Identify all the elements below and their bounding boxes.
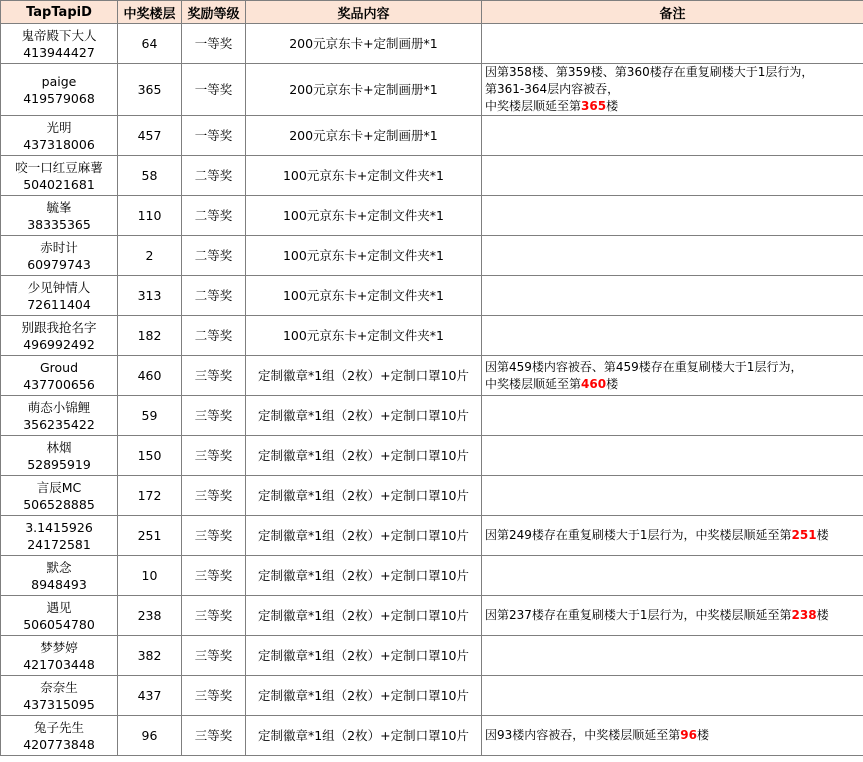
floor-cell: 172 bbox=[118, 476, 182, 516]
user-cell bbox=[1, 396, 118, 436]
floor-cell: 382 bbox=[118, 636, 182, 676]
note-cell bbox=[482, 476, 863, 516]
note-suffix: 楼 bbox=[606, 376, 619, 391]
user-cell bbox=[1, 356, 118, 396]
user-id: 420773848 bbox=[23, 736, 95, 752]
note-cell bbox=[482, 236, 863, 276]
user-id: 60979743 bbox=[27, 256, 91, 272]
user-name: 3.1415926 bbox=[25, 519, 93, 535]
table-row bbox=[1, 636, 863, 676]
table-row bbox=[1, 276, 863, 316]
user-cell bbox=[1, 716, 118, 756]
floor-cell: 238 bbox=[118, 596, 182, 636]
note-line bbox=[485, 727, 863, 744]
user-id: 24172581 bbox=[27, 536, 91, 552]
user-cell bbox=[1, 196, 118, 236]
table-row bbox=[1, 236, 863, 276]
level-cell: 三等奖 bbox=[182, 596, 246, 636]
floor-cell: 313 bbox=[118, 276, 182, 316]
user-id: 506528885 bbox=[23, 496, 95, 512]
prize-cell: 100元京东卡+定制文件夹*1 bbox=[246, 276, 482, 316]
prize-cell: 定制徽章*1组（2枚）+定制口罩10片 bbox=[246, 556, 482, 596]
note-highlight-floor: 365 bbox=[581, 99, 607, 113]
table-row bbox=[1, 156, 863, 196]
prize-cell: 定制徽章*1组（2枚）+定制口罩10片 bbox=[246, 676, 482, 716]
user-name: 兔子先生 bbox=[33, 719, 84, 735]
user-id: 38335365 bbox=[27, 216, 91, 232]
table-body bbox=[1, 24, 863, 756]
user-cell bbox=[1, 116, 118, 156]
floor-cell: 150 bbox=[118, 436, 182, 476]
user-name: 遇见 bbox=[46, 599, 72, 615]
user-cell bbox=[1, 24, 118, 64]
user-id: 413944427 bbox=[23, 44, 95, 60]
prize-cell: 定制徽章*1组（2枚）+定制口罩10片 bbox=[246, 436, 482, 476]
user-cell bbox=[1, 596, 118, 636]
user-id: 419579068 bbox=[23, 90, 95, 106]
user-id: 437315095 bbox=[23, 696, 95, 712]
floor-cell: 58 bbox=[118, 156, 182, 196]
user-name: 光明 bbox=[46, 119, 72, 135]
floor-cell: 365 bbox=[118, 64, 182, 116]
note-highlight-floor: 251 bbox=[791, 528, 817, 542]
user-name: 赤时计 bbox=[40, 239, 78, 255]
prize-cell: 定制徽章*1组（2枚）+定制口罩10片 bbox=[246, 476, 482, 516]
user-id: 421703448 bbox=[23, 656, 95, 672]
level-cell: 三等奖 bbox=[182, 716, 246, 756]
user-id: 437700656 bbox=[23, 376, 95, 392]
user-name: 默念 bbox=[46, 559, 72, 575]
prize-cell: 100元京东卡+定制文件夹*1 bbox=[246, 196, 482, 236]
user-name: Groud bbox=[39, 359, 79, 375]
floor-cell: 96 bbox=[118, 716, 182, 756]
level-cell: 三等奖 bbox=[182, 516, 246, 556]
header-row bbox=[1, 1, 863, 24]
user-name: 奈奈生 bbox=[40, 679, 78, 695]
note-cell bbox=[482, 396, 863, 436]
floor-cell: 460 bbox=[118, 356, 182, 396]
table-row bbox=[1, 24, 863, 64]
note-cell bbox=[482, 716, 863, 756]
note-cell bbox=[482, 316, 863, 356]
level-cell: 二等奖 bbox=[182, 276, 246, 316]
note-text: 因第459楼内容被吞、第459楼存在重复刷楼大于1层行为， bbox=[485, 359, 803, 374]
user-cell bbox=[1, 316, 118, 356]
note-highlight-floor: 96 bbox=[680, 728, 697, 742]
note-cell bbox=[482, 356, 863, 396]
note-cell bbox=[482, 116, 863, 156]
level-cell: 三等奖 bbox=[182, 476, 246, 516]
user-name: 林烟 bbox=[46, 439, 72, 455]
floor-cell: 10 bbox=[118, 556, 182, 596]
note-cell bbox=[482, 196, 863, 236]
table-header bbox=[1, 1, 863, 24]
header-taptap-id: TapTapiD bbox=[1, 1, 118, 24]
user-cell bbox=[1, 64, 118, 116]
level-cell: 二等奖 bbox=[182, 316, 246, 356]
note-suffix: 楼 bbox=[816, 528, 829, 542]
floor-cell: 457 bbox=[118, 116, 182, 156]
user-cell bbox=[1, 516, 118, 556]
note-line bbox=[485, 527, 863, 544]
user-cell bbox=[1, 276, 118, 316]
note-text: 中奖楼层顺延至第 bbox=[485, 99, 582, 113]
user-id: 52895919 bbox=[27, 456, 91, 472]
user-id: 8948493 bbox=[31, 576, 87, 592]
table-row bbox=[1, 436, 863, 476]
level-cell: 三等奖 bbox=[182, 356, 246, 396]
table-row bbox=[1, 196, 863, 236]
user-cell bbox=[1, 436, 118, 476]
note-line bbox=[485, 607, 863, 624]
note-line bbox=[485, 359, 863, 376]
level-cell: 一等奖 bbox=[182, 24, 246, 64]
user-name: 言辰MC bbox=[36, 479, 82, 495]
note-cell bbox=[482, 676, 863, 716]
note-cell bbox=[482, 596, 863, 636]
prize-cell: 定制徽章*1组（2枚）+定制口罩10片 bbox=[246, 716, 482, 756]
note-highlight-floor: 238 bbox=[791, 608, 817, 622]
user-cell bbox=[1, 476, 118, 516]
note-cell bbox=[482, 276, 863, 316]
note-text: 因第237楼存在重复刷楼大于1层行为，中奖楼层顺延至第 bbox=[485, 608, 792, 622]
level-cell: 三等奖 bbox=[182, 556, 246, 596]
table-row bbox=[1, 716, 863, 756]
prize-cell: 100元京东卡+定制文件夹*1 bbox=[246, 156, 482, 196]
note-line bbox=[485, 376, 863, 393]
note-cell bbox=[482, 436, 863, 476]
floor-cell: 437 bbox=[118, 676, 182, 716]
prize-cell: 100元京东卡+定制文件夹*1 bbox=[246, 316, 482, 356]
note-cell bbox=[482, 24, 863, 64]
note-cell bbox=[482, 636, 863, 676]
floor-cell: 64 bbox=[118, 24, 182, 64]
level-cell: 三等奖 bbox=[182, 676, 246, 716]
table-row bbox=[1, 596, 863, 636]
user-name: 萌态小锦鲤 bbox=[27, 399, 91, 415]
note-suffix: 楼 bbox=[816, 608, 829, 622]
user-cell bbox=[1, 236, 118, 276]
note-cell bbox=[482, 556, 863, 596]
floor-cell: 182 bbox=[118, 316, 182, 356]
note-highlight-floor: 460 bbox=[581, 376, 607, 391]
note-line bbox=[485, 81, 863, 98]
user-id: 504021681 bbox=[23, 176, 95, 192]
note-text: 因第358楼、第359楼、第360楼存在重复刷楼大于1层行为， bbox=[485, 65, 814, 79]
user-name: paige bbox=[41, 73, 77, 89]
user-cell bbox=[1, 636, 118, 676]
level-cell: 三等奖 bbox=[182, 636, 246, 676]
prize-cell: 定制徽章*1组（2枚）+定制口罩10片 bbox=[246, 636, 482, 676]
user-name: 鬼帝殿下大人 bbox=[21, 27, 97, 43]
table-row bbox=[1, 556, 863, 596]
level-cell: 三等奖 bbox=[182, 396, 246, 436]
user-id: 506054780 bbox=[23, 616, 95, 632]
prize-cell: 200元京东卡+定制画册*1 bbox=[246, 64, 482, 116]
table-row bbox=[1, 516, 863, 556]
level-cell: 二等奖 bbox=[182, 196, 246, 236]
note-line bbox=[485, 98, 863, 115]
level-cell: 一等奖 bbox=[182, 64, 246, 116]
level-cell: 二等奖 bbox=[182, 236, 246, 276]
table-row bbox=[1, 116, 863, 156]
note-text: 中奖楼层顺延至第 bbox=[485, 376, 582, 391]
user-id: 356235422 bbox=[23, 416, 95, 432]
user-name: 咬一口红豆麻薯 bbox=[15, 159, 103, 175]
table-row bbox=[1, 396, 863, 436]
prize-cell: 定制徽章*1组（2枚）+定制口罩10片 bbox=[246, 516, 482, 556]
level-cell: 三等奖 bbox=[182, 436, 246, 476]
floor-cell: 2 bbox=[118, 236, 182, 276]
note-line bbox=[485, 64, 863, 81]
user-cell bbox=[1, 676, 118, 716]
header-floor: 中奖楼层 bbox=[118, 1, 182, 24]
note-cell bbox=[482, 516, 863, 556]
prize-cell: 定制徽章*1组（2枚）+定制口罩10片 bbox=[246, 596, 482, 636]
note-text: 第361-364层内容被吞， bbox=[485, 82, 620, 96]
table-row bbox=[1, 316, 863, 356]
note-text: 因93楼内容被吞，中奖楼层顺延至第 bbox=[485, 728, 681, 742]
header-note: 备注 bbox=[482, 1, 863, 24]
user-name: 毓峯 bbox=[46, 199, 72, 215]
floor-cell: 251 bbox=[118, 516, 182, 556]
table-row bbox=[1, 476, 863, 516]
floor-cell: 59 bbox=[118, 396, 182, 436]
header-prize: 奖品内容 bbox=[246, 1, 482, 24]
user-id: 437318006 bbox=[23, 136, 95, 152]
prize-cell: 100元京东卡+定制文件夹*1 bbox=[246, 236, 482, 276]
table-row bbox=[1, 64, 863, 116]
note-cell bbox=[482, 64, 863, 116]
user-cell bbox=[1, 556, 118, 596]
user-name: 梦梦婷 bbox=[40, 639, 78, 655]
note-cell bbox=[482, 156, 863, 196]
floor-cell: 110 bbox=[118, 196, 182, 236]
user-id: 496992492 bbox=[23, 336, 95, 352]
table-row bbox=[1, 356, 863, 396]
prize-cell: 200元京东卡+定制画册*1 bbox=[246, 116, 482, 156]
prize-cell: 200元京东卡+定制画册*1 bbox=[246, 24, 482, 64]
header-level: 奖励等级 bbox=[182, 1, 246, 24]
user-id: 72611404 bbox=[27, 296, 91, 312]
level-cell: 二等奖 bbox=[182, 156, 246, 196]
note-text: 因第249楼存在重复刷楼大于1层行为，中奖楼层顺延至第 bbox=[485, 528, 792, 542]
table-row bbox=[1, 676, 863, 716]
prize-cell: 定制徽章*1组（2枚）+定制口罩10片 bbox=[246, 396, 482, 436]
level-cell: 一等奖 bbox=[182, 116, 246, 156]
note-suffix: 楼 bbox=[696, 728, 709, 742]
user-name: 别跟我抢名字 bbox=[21, 319, 97, 335]
user-name: 少见钟情人 bbox=[27, 279, 91, 295]
prize-cell: 定制徽章*1组（2枚）+定制口罩10片 bbox=[246, 356, 482, 396]
user-cell bbox=[1, 156, 118, 196]
note-suffix: 楼 bbox=[606, 99, 619, 113]
